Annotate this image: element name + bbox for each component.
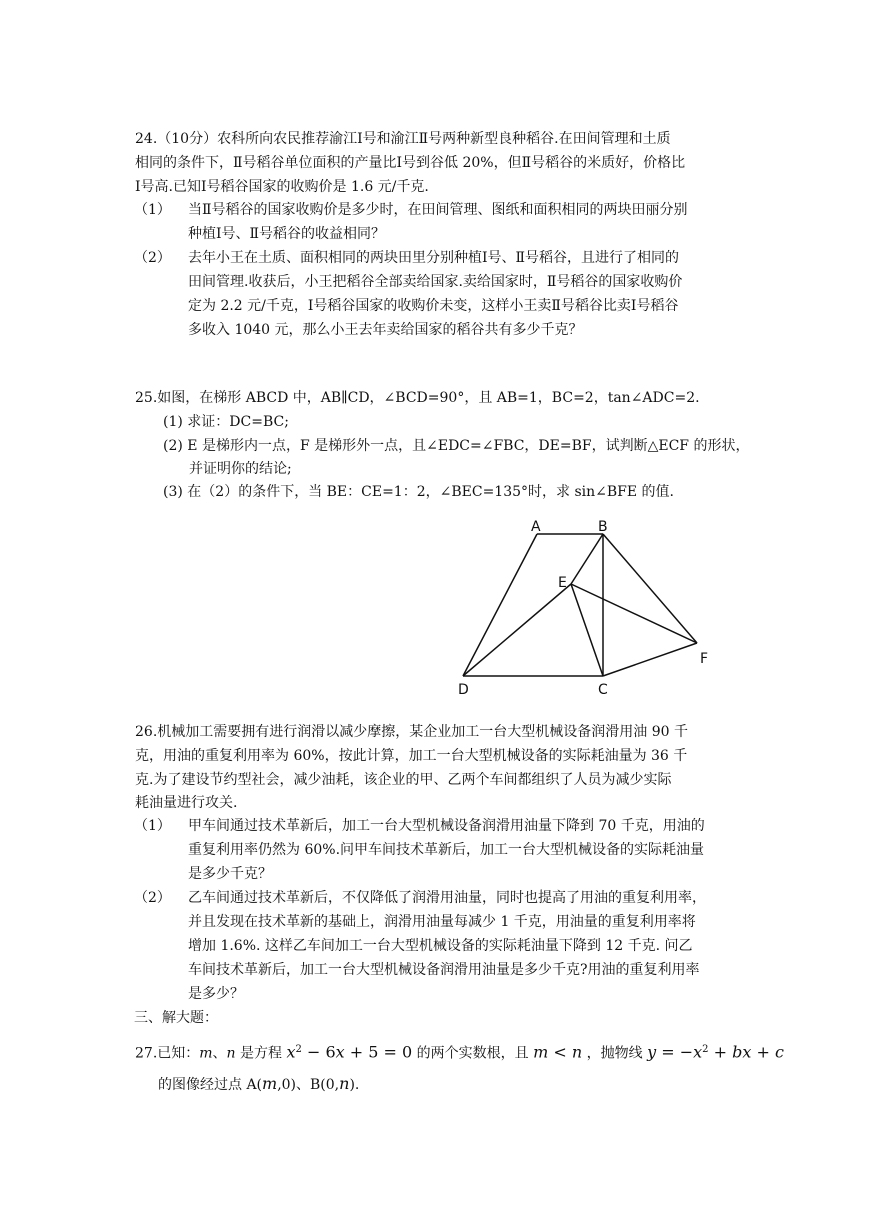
q26-intro-line-3: 克.为了建设节约型社会，减少油耗，该企业的甲、乙两个车间都组织了人员为减少实际 bbox=[135, 772, 672, 788]
q24-intro-line-3: Ⅰ号高.已知Ⅰ号稻谷国家的收购价是 1.6 元/千克. bbox=[135, 179, 429, 195]
q25-part-2-line-1: (2) E 是梯形内一点，F 是梯形外一点，且∠EDC=∠FBC，DE=BF，试判断△ECF 的形状， bbox=[163, 438, 750, 454]
q27-para-plus: + bbox=[708, 1042, 733, 1062]
q27-m: m bbox=[199, 1045, 213, 1062]
q27-para-y: y bbox=[647, 1042, 657, 1062]
q27-n: n bbox=[226, 1045, 236, 1062]
q27-sep: 、 bbox=[212, 1045, 227, 1062]
q27-cond-m: m bbox=[533, 1042, 549, 1062]
q27-para-b: bx bbox=[732, 1042, 752, 1062]
q26-part-2-line-3: 增加 1.6%. 这样乙车间加工一台大型机械设备的实际耗油量下降到 12 千克. 问乙 bbox=[188, 938, 693, 954]
q24-part-2-line-4: 多收入 1040 元，那么小王去年卖给国家的稻谷共有多少千克？ bbox=[188, 322, 583, 338]
q25-part-2-line-2: 并证明你的结论; bbox=[189, 461, 292, 477]
q27-line-1 bbox=[135, 1040, 784, 1064]
label-b: B bbox=[598, 519, 608, 535]
q26-part-1-line-2: 重复利用率仍然为 60%.问甲车间技术革新后，加工一台大型机械设备的实际耗油量 bbox=[188, 842, 705, 858]
q24-intro-line-1: 24.（10分）农科所向农民推荐渝江Ⅰ号和渝江Ⅱ号两种新型良种稻谷.在田间管理和土质 bbox=[135, 131, 671, 147]
label-e: E bbox=[558, 575, 567, 591]
q27-eq-x: x bbox=[286, 1042, 296, 1062]
q26-intro-line-2: 克，用油的重复利用率为 60%，按此计算，加工一台大型机械设备的实际耗油量为 36 千 bbox=[135, 748, 688, 764]
q27-line2-c: ). bbox=[349, 1077, 360, 1093]
q27-eq-x2: x bbox=[335, 1042, 345, 1062]
segment-ec bbox=[571, 584, 603, 676]
q26-part-1-line-1: 甲车间通过技术革新后，加工一台大型机械设备润滑用油量下降到 70 千克，用油的 bbox=[188, 818, 705, 834]
label-d: D bbox=[458, 682, 469, 698]
q27-line-2 bbox=[158, 1074, 359, 1095]
segment-ef bbox=[571, 584, 697, 643]
q24-part-2-line-1: 去年小王在土质、面积相同的两块田里分别种植Ⅰ号、Ⅱ号稻谷，且进行了相同的 bbox=[188, 250, 680, 266]
q25-part-3: (3) 在（2）的条件下，当 BE：CE=1：2，∠BEC=135°时，求 sin∠BFE 的值. bbox=[163, 484, 675, 500]
segment-fc bbox=[603, 643, 697, 676]
label-f: F bbox=[700, 651, 709, 667]
q26-intro-line-1: 26.机械加工需要拥有进行润滑以减少摩擦，某企业加工一台大型机械设备润滑用油 90 千 bbox=[135, 724, 688, 740]
q24-part-1-line-1: 当Ⅱ号稻谷的国家收购价是多少时，在田间管理、图纸和面积相同的两块田丽分别 bbox=[188, 202, 688, 218]
q26-part-1-line-3: 是多少千克？ bbox=[188, 866, 272, 882]
q25-intro: 25.如图，在梯形 ABCD 中，AB∥CD，∠BCD=90°，且 AB=1，BC=2，tan∠ADC=2. bbox=[135, 390, 700, 406]
label-c: C bbox=[598, 682, 608, 698]
q25-part-1: (1) 求证：DC=BC; bbox=[163, 414, 289, 430]
q27-para-x: x bbox=[693, 1042, 703, 1062]
q26-intro-line-4: 耗油量进行攻关. bbox=[135, 795, 238, 811]
q24-part-1-label: （1） bbox=[134, 202, 171, 218]
q27-cond-n: n bbox=[571, 1042, 583, 1062]
q24-intro-line-2: 相同的条件下，Ⅱ号稻谷单位面积的产量比Ⅰ号到谷低 20%，但Ⅱ号稻谷的米质好，价格比 bbox=[135, 155, 686, 171]
q27-para-eq: = − bbox=[656, 1042, 694, 1062]
q27-line2-b: ,0)、B(0, bbox=[277, 1077, 340, 1093]
segment-bf bbox=[603, 534, 697, 643]
q24-part-1-line-2: 种植Ⅰ号、Ⅱ号稻谷的收益相同？ bbox=[188, 226, 386, 242]
q27-eq-tail: + 5 = 0 bbox=[344, 1042, 413, 1062]
q27-text-1: 是方程 bbox=[235, 1045, 287, 1062]
label-a: A bbox=[531, 519, 541, 535]
segment-eb bbox=[571, 534, 603, 584]
q26-part-2-line-4: 车间技术革新后，加工一台大型机械设备润滑用油量是多少千克?用油的重复利用率 bbox=[188, 962, 700, 978]
q24-part-2-line-2: 田间管理.收获后，小王把稻谷全部卖给国家.卖给国家时，Ⅱ号稻谷的国家收购价 bbox=[188, 274, 683, 290]
q27-cond-lt: < bbox=[548, 1042, 572, 1062]
q26-part-1-label: （1） bbox=[134, 818, 171, 834]
q27-para-c: c bbox=[774, 1042, 784, 1062]
q27-para-sup: 2 bbox=[702, 1044, 709, 1055]
segment-ed bbox=[463, 584, 571, 676]
q27-text-2: 的两个实数根，且 bbox=[412, 1045, 534, 1062]
q27-line2-n: n bbox=[339, 1074, 350, 1093]
q26-part-2-label: （2） bbox=[134, 890, 171, 906]
q26-part-2-line-5: 是多少？ bbox=[188, 986, 244, 1002]
section-3-heading: 三、解大题： bbox=[134, 1010, 218, 1026]
q27-line2-m: m bbox=[262, 1074, 278, 1093]
q27-text-3: ，抛物线 bbox=[582, 1045, 648, 1062]
segment-ad bbox=[463, 534, 537, 676]
q26-part-2-line-1: 乙车间通过技术革新后，不仅降低了润滑用油量，同时也提高了用油的重复利用率， bbox=[188, 890, 706, 906]
q27-line2-a: 的图像经过点 A( bbox=[158, 1077, 263, 1093]
q24-part-2-line-3: 定为 2.2 元/千克，Ⅰ号稻谷国家的收购价未变，这样小王卖Ⅱ号稻谷比卖Ⅰ号稻谷 bbox=[188, 298, 679, 314]
q26-part-2-line-2: 并且发现在技术革新的基础上，润滑用油量每减少 1 千克，用油量的重复利用率将 bbox=[188, 914, 696, 930]
q27-para-plus2: + bbox=[751, 1042, 775, 1062]
q27-eq-sup: 2 bbox=[295, 1044, 302, 1055]
q24-part-2-label: （2） bbox=[134, 250, 171, 266]
q27-prefix: 27.已知： bbox=[135, 1045, 200, 1062]
q27-eq-rest: − 6 bbox=[301, 1042, 336, 1062]
